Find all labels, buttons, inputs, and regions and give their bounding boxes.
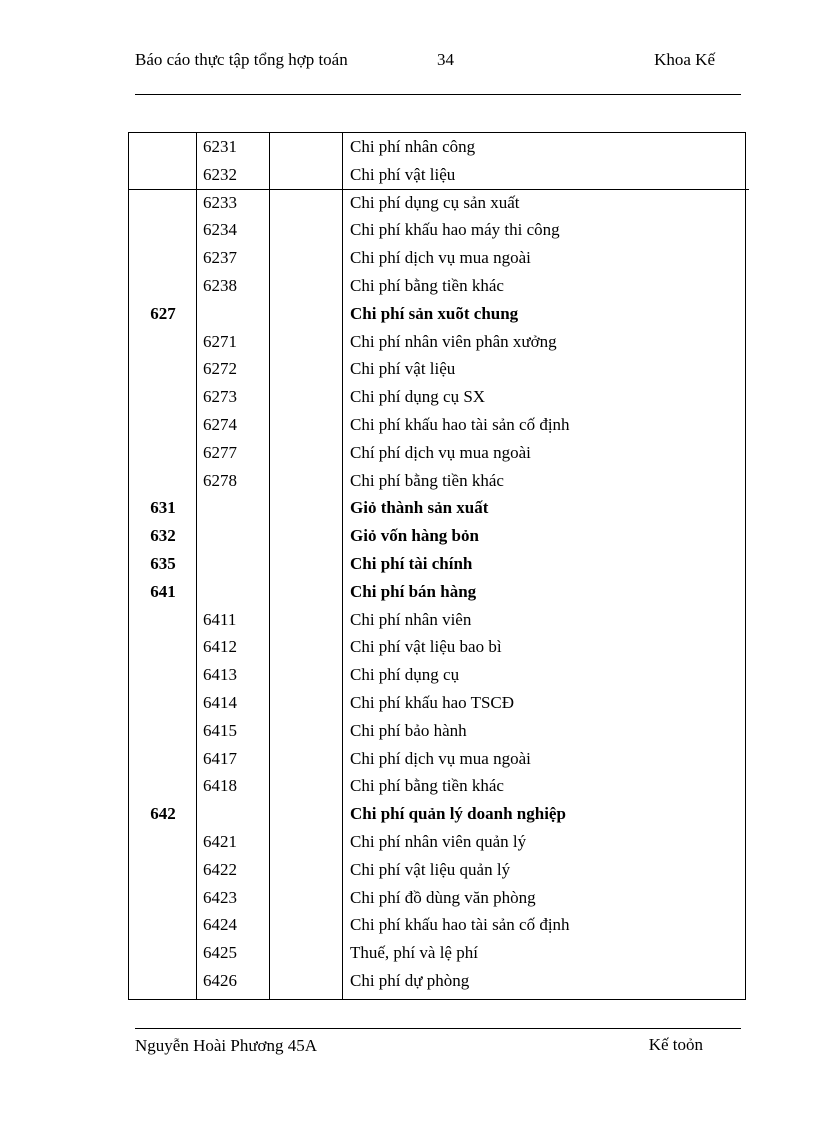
table-row [129, 884, 745, 912]
page-footer [135, 1028, 741, 1055]
sub-account-code: 6232 [203, 164, 237, 184]
account-code: 632 [150, 526, 176, 546]
account-name: Chi phí dịch vụ mua ngoài [350, 248, 531, 268]
account-name: Chi phí khấu hao tài sản cố định [350, 915, 570, 935]
table-row [129, 383, 745, 411]
sub-account-code: 6272 [203, 359, 237, 379]
sub-account-code: 6277 [203, 442, 237, 462]
table-row [129, 272, 745, 300]
sub-account-code: 6271 [203, 331, 237, 351]
sub-account-code: 6274 [203, 415, 237, 434]
account-name: Chi phí vật liệu quản lý [350, 859, 511, 879]
account-name: Chi phí dụng cụ sản xuất [350, 192, 520, 212]
table-row [129, 578, 745, 606]
table-row [129, 133, 745, 161]
sub-account-code: 6424 [203, 915, 237, 935]
sub-account-code: 6426 [203, 971, 237, 990]
table-row [129, 717, 745, 745]
account-name: Chi phí quản lý doanh nghiệp [350, 804, 566, 824]
table-row [129, 661, 745, 689]
table-row [129, 606, 745, 634]
sub-account-code: 6415 [203, 720, 237, 740]
account-name: Giỏ vốn hàng bỏn [350, 526, 479, 546]
sub-account-code: 6278 [203, 470, 237, 490]
account-code: 627 [150, 303, 176, 323]
table-row [129, 800, 745, 828]
account-name: Chi phí khấu hao tài sản cố định [350, 415, 570, 434]
table-row [129, 355, 745, 383]
account-name: Chí phí dịch vụ mua ngoài [350, 442, 531, 462]
account-code: 642 [150, 804, 176, 824]
table-row [129, 411, 745, 439]
account-name: Chi phí dụng cụ [350, 665, 460, 685]
account-name: Chi phí khấu hao máy thi công [350, 220, 560, 240]
table-row [129, 189, 745, 217]
table-row [129, 328, 745, 356]
table-row [129, 911, 745, 939]
sub-account-code: 6237 [203, 248, 237, 268]
account-name: Chi phí bằng tiền khác [350, 276, 504, 295]
account-name: Chi phí bán hàng [350, 581, 477, 601]
sub-account-code: 6417 [203, 748, 237, 768]
account-name: Chi phí dụng cụ SX [350, 387, 486, 407]
department-label: Khoa Kế [654, 50, 715, 69]
sub-account-code: 6418 [203, 776, 237, 796]
account-name: Chi phí nhân công [350, 137, 476, 156]
account-name: Chi phí sản xuõt chung [350, 303, 519, 323]
table-row [129, 467, 745, 495]
table-row [129, 244, 745, 272]
account-name: Chi phí nhân viên phân xưởng [350, 331, 557, 351]
report-title: Báo cáo thực tập tổng hợp toán [135, 50, 348, 69]
account-code: 635 [150, 554, 176, 573]
table-row [129, 300, 745, 328]
account-name: Chi phí bằng tiền khác [350, 776, 504, 796]
page-header [135, 50, 741, 95]
account-name: Chi phí nhân viên [350, 609, 472, 629]
page-number: 34 [437, 50, 454, 69]
sub-account-code: 6238 [203, 276, 237, 295]
table-row [129, 439, 745, 467]
account-name: Giỏ thành sản xuất [350, 498, 489, 518]
account-name: Chi phí dịch vụ mua ngoài [350, 748, 531, 768]
account-name: Chi phí nhân viên quản lý [350, 832, 527, 851]
account-name: Chi phí đồ dùng văn phòng [350, 887, 536, 907]
account-name: Chi phí dự phòng [350, 971, 470, 990]
account-code: 641 [150, 581, 176, 601]
author-name: Nguyễn Hoài Phương 45A [135, 1036, 318, 1055]
account-name: Chi phí vật liệu bao bì [350, 637, 502, 657]
sub-account-code: 6231 [203, 137, 237, 156]
table-row [129, 161, 745, 189]
table-row [129, 216, 745, 244]
table-row [129, 856, 745, 884]
table-row [129, 633, 745, 661]
sub-account-code: 6412 [203, 637, 237, 657]
table-row [129, 689, 745, 717]
table-row [129, 494, 745, 522]
sub-account-code: 6423 [203, 887, 237, 907]
sub-account-code: 6421 [203, 832, 237, 851]
account-name: Chi phí bảo hành [350, 720, 467, 740]
account-table [128, 132, 746, 1000]
account-name: Chi phí tài chính [350, 554, 473, 573]
table-row [129, 939, 745, 967]
account-name: Thuế, phí và lệ phí [350, 943, 478, 963]
major-label: Kế toỏn [648, 1035, 703, 1054]
sub-account-code: 6413 [203, 665, 237, 685]
sub-account-code: 6273 [203, 387, 237, 407]
account-name: Chi phí khấu hao TSCĐ [350, 693, 515, 712]
sub-account-code: 6425 [203, 943, 237, 963]
table-row [129, 522, 745, 550]
table-row [129, 772, 745, 800]
sub-account-code: 6422 [203, 859, 237, 879]
table-row [129, 828, 745, 856]
sub-account-code: 6411 [203, 609, 237, 629]
account-code: 631 [150, 498, 176, 518]
sub-account-code: 6234 [203, 220, 237, 240]
account-name: Chi phí bằng tiền khác [350, 470, 504, 490]
sub-account-code: 6233 [203, 192, 237, 212]
account-name: Chi phí vật liệu [350, 359, 456, 379]
account-name: Chi phí vật liệu [350, 164, 456, 184]
sub-account-code: 6414 [203, 693, 237, 712]
table-row [129, 550, 745, 578]
table-row [129, 967, 745, 995]
table-row [129, 745, 745, 773]
